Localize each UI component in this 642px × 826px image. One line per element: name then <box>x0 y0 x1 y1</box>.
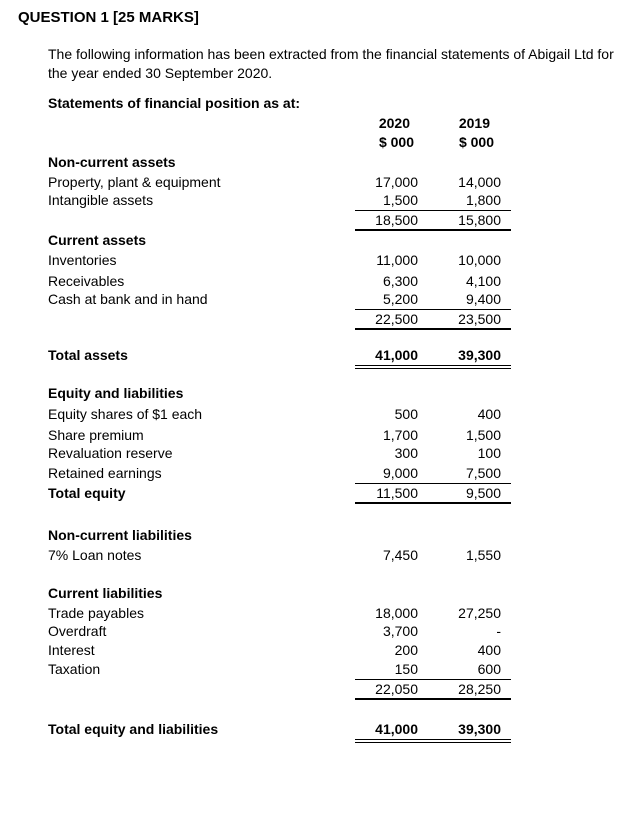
line-item-label: Total equity and liabilities <box>48 721 219 737</box>
subtotal-bottom-rule <box>355 328 511 330</box>
line-item-label: Share premium <box>48 427 144 443</box>
line-item-label: Cash at bank and in hand <box>48 291 208 307</box>
column-year-2019: 2019 <box>458 115 490 131</box>
line-item-label: Equity shares of $1 each <box>48 406 203 422</box>
value-2019: 1,550 <box>465 547 501 563</box>
line-item-label: Inventories <box>48 252 117 268</box>
intro-paragraph: The following information has been extracted from the financial statements of Abigail Ltd for the year ended 30 September 2020. <box>48 46 614 81</box>
value-2019: 400 <box>477 642 501 658</box>
line-item-label: Taxation <box>48 661 101 677</box>
section-heading: Equity and liabilities <box>48 385 184 401</box>
line-item-label: Property, plant & equipment <box>48 174 221 190</box>
subtotal-bottom-rule <box>355 502 511 504</box>
value-2020: 41,000 <box>375 347 418 363</box>
value-2020: 150 <box>394 661 418 677</box>
value-2019: 39,300 <box>458 721 501 737</box>
statement-heading: Statements of financial position as at: <box>48 95 301 111</box>
value-2020: 11,500 <box>376 485 418 501</box>
line-item-label: Total equity <box>48 485 126 501</box>
value-2020: 7,450 <box>382 547 418 563</box>
value-2020: 1,500 <box>382 192 418 208</box>
value-2020: 11,000 <box>376 252 418 268</box>
question-title: QUESTION 1 [25 MARKS] <box>18 9 199 26</box>
column-year-2020: 2020 <box>378 115 410 131</box>
subtotal-bottom-rule <box>355 229 511 231</box>
section-heading: Non-current assets <box>48 154 176 170</box>
value-2020: 22,050 <box>375 681 418 697</box>
total-double-rule <box>355 739 511 743</box>
value-2019: 4,100 <box>465 273 501 289</box>
value-2019: 27,250 <box>458 605 501 621</box>
line-item-label: Interest <box>48 642 95 658</box>
value-2020: 9,000 <box>382 465 418 481</box>
subtotal-top-rule <box>355 309 511 310</box>
section-heading: Non-current liabilities <box>48 527 192 543</box>
value-2019: 10,000 <box>458 252 501 268</box>
value-2019: 15,800 <box>458 212 501 228</box>
line-item-label: Trade payables <box>48 605 144 621</box>
value-2020: 18,000 <box>375 605 418 621</box>
value-2020: 200 <box>394 642 418 658</box>
line-item-label: Revaluation reserve <box>48 445 173 461</box>
value-2019: 1,500 <box>465 427 501 443</box>
value-2020: 41,000 <box>375 721 418 737</box>
line-item-label: Retained earnings <box>48 465 162 481</box>
subtotal-top-rule <box>355 679 511 680</box>
value-2019: 14,000 <box>458 174 501 190</box>
section-heading: Current assets <box>48 232 147 248</box>
value-2019: 23,500 <box>458 311 501 327</box>
value-2019: 400 <box>477 406 501 422</box>
value-2019: 9,500 <box>465 485 501 501</box>
value-2020: 22,500 <box>375 311 418 327</box>
value-2020: 18,500 <box>375 212 418 228</box>
value-2020: 5,200 <box>382 291 418 307</box>
value-2019: 100 <box>477 445 501 461</box>
subtotal-bottom-rule <box>355 698 511 700</box>
total-double-rule <box>355 365 511 369</box>
value-2020: 500 <box>394 406 418 422</box>
value-2020: 3,700 <box>382 623 418 639</box>
value-2019: 39,300 <box>458 347 501 363</box>
column-unit-2020: $ 000 <box>378 134 414 150</box>
value-2019: 600 <box>477 661 501 677</box>
value-2020: 6,300 <box>382 273 418 289</box>
line-item-label: Overdraft <box>48 623 107 639</box>
section-heading: Current liabilities <box>48 585 163 601</box>
line-item-label: Receivables <box>48 273 125 289</box>
line-item-label: Total assets <box>48 347 128 363</box>
column-unit-2019: $ 000 <box>458 134 494 150</box>
value-2019: - <box>496 623 501 639</box>
subtotal-top-rule <box>355 210 511 211</box>
value-2020: 17,000 <box>375 174 418 190</box>
subtotal-top-rule <box>355 483 511 484</box>
value-2019: 9,400 <box>465 291 501 307</box>
value-2020: 1,700 <box>382 427 418 443</box>
value-2020: 300 <box>394 445 418 461</box>
value-2019: 7,500 <box>465 465 501 481</box>
line-item-label: 7% Loan notes <box>48 547 142 563</box>
line-item-label: Intangible assets <box>48 192 154 208</box>
value-2019: 1,800 <box>465 192 501 208</box>
value-2019: 28,250 <box>458 681 501 697</box>
